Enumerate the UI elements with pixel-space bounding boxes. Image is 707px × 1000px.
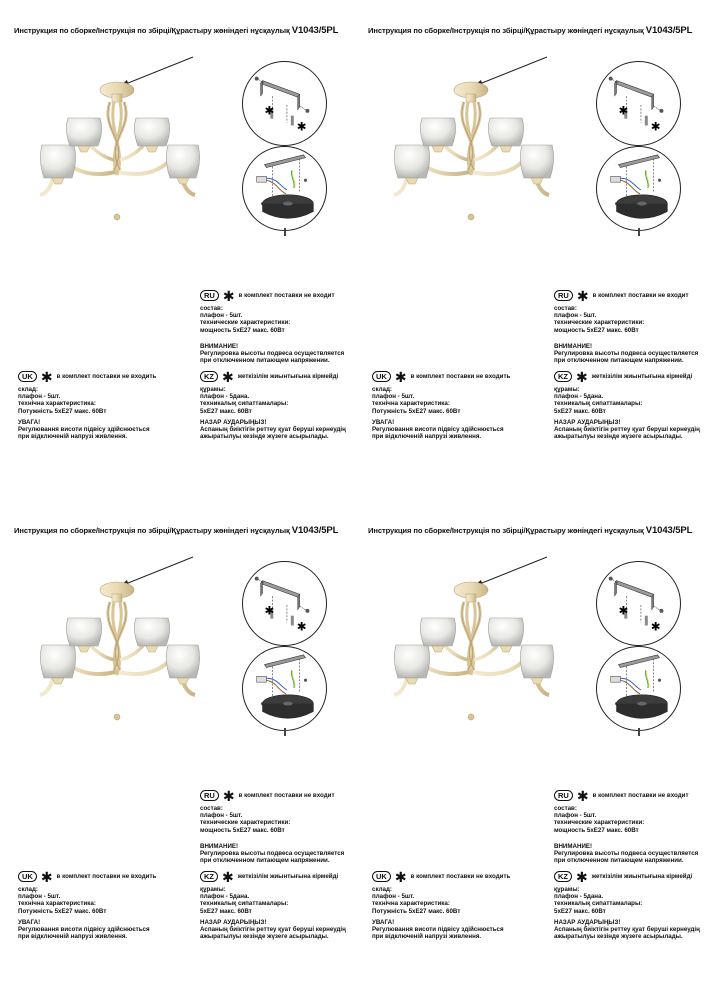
kz-not-included-note: жеткізілім жиынтығына кірмейді xyxy=(591,872,693,880)
uk-line: плафон - 5шт. xyxy=(372,393,415,401)
ru-line: технические характеристики: xyxy=(200,319,291,327)
kz-line: 5хЕ27 макс. 60Вт xyxy=(554,407,606,415)
asterisk-icon: ✱ xyxy=(576,368,588,385)
ru-section xyxy=(554,787,699,865)
ru-not-included-note: в комплект поставки не входит xyxy=(592,291,689,299)
model-number: V1043/5PL xyxy=(291,525,339,536)
kz-warning-line: Аспаның биіктігін реттеу қуат беруші кернеудің xyxy=(200,426,346,434)
kz-line: плафон - 5дана. xyxy=(200,893,250,901)
kz-line: 5хЕ27 макс. 60Вт xyxy=(554,907,606,915)
ru-line: технические характеристики: xyxy=(554,819,645,827)
instruction-title xyxy=(368,525,692,536)
kz-badge: KZ xyxy=(554,371,572,382)
uk-badge: UK xyxy=(372,371,391,382)
ru-line: плафон - 5шт. xyxy=(200,812,243,820)
kz-section xyxy=(200,368,346,441)
uk-warning-line: при відключеній напрузі живлення. xyxy=(372,933,482,941)
kz-line: плафон - 5дана. xyxy=(554,393,604,401)
kz-warning-line: ажыратылуы кезінде жүзеге асырылады. xyxy=(554,433,683,441)
ru-warning-line: Регулировка высоты подвеса осуществляется xyxy=(554,850,699,858)
uk-badge: UK xyxy=(18,871,37,882)
uk-section xyxy=(18,868,157,941)
kz-warning-title: НАЗАР АУДАРЫҢЫЗ! xyxy=(200,418,267,426)
kz-not-included-note: жеткізілім жиынтығына кірмейді xyxy=(237,872,339,880)
mounting-bracket-detail xyxy=(596,561,681,646)
uk-warning-line: Регулювання висоти підвісу здійснюється xyxy=(372,426,504,434)
ru-line: состав: xyxy=(200,305,223,312)
kz-warning-title: НАЗАР АУДАРЫҢЫЗ! xyxy=(554,418,621,426)
kz-line: құрамы: xyxy=(554,386,580,393)
asterisk-icon: ✱ xyxy=(618,603,629,618)
instruction-sheet xyxy=(0,0,353,500)
uk-warning-line: Регулювання висоти підвісу здійснюється xyxy=(18,926,150,934)
ru-line: технические характеристики: xyxy=(200,819,291,827)
asterisk-icon: ✱ xyxy=(40,868,53,885)
uk-warning-title: УВАГА! xyxy=(18,918,41,926)
kz-line: техникалық сипаттамалары: xyxy=(554,900,643,908)
asterisk-icon: ✱ xyxy=(264,103,275,118)
ru-line: состав: xyxy=(200,805,223,812)
wiring-detail xyxy=(596,146,681,231)
ru-not-included-note: в комплект поставки не входит xyxy=(592,791,689,799)
uk-warning-title: УВАГА! xyxy=(372,918,395,926)
asterisk-icon: ✱ xyxy=(40,368,53,385)
kz-warning-title: НАЗАР АУДАРЫҢЫЗ! xyxy=(200,918,267,926)
suspension-rod xyxy=(638,728,640,736)
ru-badge: RU xyxy=(200,290,219,301)
chandelier-illustration xyxy=(30,560,205,735)
asterisk-icon: ✱ xyxy=(576,868,588,885)
ru-warning-line: Регулировка высоты подвеса осуществляется xyxy=(200,350,345,358)
kz-warning-line: ажыратылуы кезінде жүзеге асырылады. xyxy=(554,933,683,941)
uk-warning-title: УВАГА! xyxy=(18,418,41,426)
ru-line: плафон - 5шт. xyxy=(554,312,597,320)
asterisk-icon: ✱ xyxy=(394,868,407,885)
uk-line: плафон - 5шт. xyxy=(18,393,61,401)
ru-line: мощность 5хЕ27 макс. 60Вт xyxy=(200,326,285,334)
uk-line: Потужність 5хЕ27 макс. 60Вт xyxy=(18,907,107,915)
uk-line: технічна характеристика: xyxy=(18,900,96,908)
instruction-sheet xyxy=(354,500,707,1000)
title-text: Инструкция по сборке/Інструкція по збірці/Құрастыру жөніндегі нұсқаулық xyxy=(14,26,290,35)
kz-line: құрамы: xyxy=(200,386,226,393)
ru-line: технические характеристики: xyxy=(554,319,645,327)
chandelier-illustration xyxy=(384,560,559,735)
ru-line: плафон - 5шт. xyxy=(200,312,243,320)
asterisk-icon: ✱ xyxy=(576,287,589,304)
ru-warning-title: ВНИМАНИЕ! xyxy=(200,842,239,850)
kz-line: құрамы: xyxy=(200,886,226,893)
uk-line: склад: xyxy=(372,886,392,893)
kz-line: техникалық сипаттамалары: xyxy=(200,400,289,408)
uk-warning-line: Регулювання висоти підвісу здійснюється xyxy=(372,926,504,934)
asterisk-icon: ✱ xyxy=(650,119,661,134)
asterisk-icon: ✱ xyxy=(618,103,629,118)
asterisk-icon: ✱ xyxy=(222,787,235,804)
suspension-rod xyxy=(284,228,286,236)
kz-warning-line: ажыратылуы кезінде жүзеге асырылады. xyxy=(200,433,329,441)
kz-line: плафон - 5дана. xyxy=(554,893,604,901)
instruction-title xyxy=(368,25,692,36)
instruction-sheet xyxy=(354,0,707,500)
uk-line: склад: xyxy=(18,886,38,893)
ru-line: состав: xyxy=(554,805,577,812)
ru-line: мощность 5хЕ27 макс. 60Вт xyxy=(554,326,639,334)
uk-line: технічна характеристика: xyxy=(372,900,450,908)
suspension-rod xyxy=(638,228,640,236)
instruction-title xyxy=(14,25,338,36)
ru-warning-line: при отключенном питающем напряжении. xyxy=(200,357,330,365)
asterisk-icon: ✱ xyxy=(222,287,235,304)
suspension-rod xyxy=(284,728,286,736)
uk-warning-line: при відключеній напрузі живлення. xyxy=(372,433,482,441)
uk-section xyxy=(18,368,157,441)
uk-not-included-note: в комплект поставки не входить xyxy=(56,872,157,880)
chandelier-illustration xyxy=(384,60,559,235)
uk-badge: UK xyxy=(18,371,37,382)
ru-badge: RU xyxy=(554,290,573,301)
asterisk-icon: ✱ xyxy=(650,619,661,634)
ru-warning-line: при отключенном питающем напряжении. xyxy=(554,357,684,365)
kz-badge: KZ xyxy=(200,371,218,382)
uk-not-included-note: в комплект поставки не входить xyxy=(410,372,511,380)
wiring-detail xyxy=(242,146,327,231)
uk-line: склад: xyxy=(18,386,38,393)
kz-warning-line: Аспаның биіктігін реттеу қуат беруші кернеудің xyxy=(200,926,346,934)
kz-line: плафон - 5дана. xyxy=(200,393,250,401)
uk-line: Потужність 5хЕ27 макс. 60Вт xyxy=(372,407,461,415)
ru-warning-title: ВНИМАНИЕ! xyxy=(554,842,593,850)
kz-line: 5хЕ27 макс. 60Вт xyxy=(200,907,252,915)
kz-not-included-note: жеткізілім жиынтығына кірмейді xyxy=(237,372,339,380)
asterisk-icon: ✱ xyxy=(264,603,275,618)
ru-warning-line: при отключенном питающем напряжении. xyxy=(200,857,330,865)
title-text: Инструкция по сборке/Інструкція по збірці/Құрастыру жөніндегі нұсқаулық xyxy=(368,26,644,35)
uk-line: склад: xyxy=(372,386,392,393)
kz-warning-line: Аспаның биіктігін реттеу қуат беруші кернеудің xyxy=(554,426,700,434)
uk-line: Потужність 5хЕ27 макс. 60Вт xyxy=(18,407,107,415)
kz-line: құрамы: xyxy=(554,886,580,893)
asterisk-icon: ✱ xyxy=(394,368,407,385)
ru-line: мощность 5хЕ27 макс. 60Вт xyxy=(554,826,639,834)
mounting-bracket-detail xyxy=(242,61,327,146)
kz-line: техникалық сипаттамалары: xyxy=(200,900,289,908)
ru-warning-line: при отключенном питающем напряжении. xyxy=(554,857,684,865)
kz-badge: KZ xyxy=(554,871,572,882)
ru-line: плафон - 5шт. xyxy=(554,812,597,820)
ru-section xyxy=(200,787,345,865)
asterisk-icon: ✱ xyxy=(222,868,234,885)
ru-warning-title: ВНИМАНИЕ! xyxy=(200,342,239,350)
uk-warning-line: при відключеній напрузі живлення. xyxy=(18,433,128,441)
ru-not-included-note: в комплект поставки не входит xyxy=(238,291,335,299)
ru-badge: RU xyxy=(554,790,573,801)
uk-section xyxy=(372,368,511,441)
ru-line: мощность 5хЕ27 макс. 60Вт xyxy=(200,826,285,834)
wiring-detail xyxy=(242,646,327,731)
uk-not-included-note: в комплект поставки не входить xyxy=(56,372,157,380)
kz-line: 5хЕ27 макс. 60Вт xyxy=(200,407,252,415)
uk-warning-line: при відключеній напрузі живлення. xyxy=(18,933,128,941)
kz-warning-line: ажыратылуы кезінде жүзеге асырылады. xyxy=(200,933,329,941)
uk-section xyxy=(372,868,511,941)
asterisk-icon: ✱ xyxy=(576,787,589,804)
chandelier-illustration xyxy=(30,60,205,235)
wiring-detail xyxy=(596,646,681,731)
kz-badge: KZ xyxy=(200,871,218,882)
ru-warning-title: ВНИМАНИЕ! xyxy=(554,342,593,350)
ru-warning-line: Регулировка высоты подвеса осуществляется xyxy=(200,850,345,858)
kz-warning-line: Аспаның биіктігін реттеу қуат беруші кернеудің xyxy=(554,926,700,934)
kz-warning-title: НАЗАР АУДАРЫҢЫЗ! xyxy=(554,918,621,926)
mounting-bracket-detail xyxy=(242,561,327,646)
model-number: V1043/5PL xyxy=(645,25,693,36)
title-text: Инструкция по сборке/Інструкція по збірці/Құрастыру жөніндегі нұсқаулық xyxy=(368,526,644,535)
kz-not-included-note: жеткізілім жиынтығына кірмейді xyxy=(591,372,693,380)
ru-section xyxy=(200,287,345,365)
ru-not-included-note: в комплект поставки не входит xyxy=(238,791,335,799)
uk-line: технічна характеристика: xyxy=(18,400,96,408)
asterisk-icon: ✱ xyxy=(296,119,307,134)
model-number: V1043/5PL xyxy=(291,25,339,36)
uk-warning-line: Регулювання висоти підвісу здійснюється xyxy=(18,426,150,434)
title-text: Инструкция по сборке/Інструкція по збірці/Құрастыру жөніндегі нұсқаулық xyxy=(14,526,290,535)
uk-line: плафон - 5шт. xyxy=(372,893,415,901)
kz-section xyxy=(200,868,346,941)
ru-section xyxy=(554,287,699,365)
asterisk-icon: ✱ xyxy=(222,368,234,385)
asterisk-icon: ✱ xyxy=(296,619,307,634)
instruction-sheet xyxy=(0,500,353,1000)
uk-warning-title: УВАГА! xyxy=(372,418,395,426)
kz-line: техникалық сипаттамалары: xyxy=(554,400,643,408)
mounting-bracket-detail xyxy=(596,61,681,146)
ru-badge: RU xyxy=(200,790,219,801)
kz-section xyxy=(554,368,700,441)
instruction-title xyxy=(14,525,338,536)
uk-line: технічна характеристика: xyxy=(372,400,450,408)
model-number: V1043/5PL xyxy=(645,525,693,536)
ru-warning-line: Регулировка высоты подвеса осуществляется xyxy=(554,350,699,358)
ru-line: состав: xyxy=(554,305,577,312)
uk-line: плафон - 5шт. xyxy=(18,893,61,901)
uk-line: Потужність 5хЕ27 макс. 60Вт xyxy=(372,907,461,915)
kz-section xyxy=(554,868,700,941)
uk-badge: UK xyxy=(372,871,391,882)
uk-not-included-note: в комплект поставки не входить xyxy=(410,872,511,880)
